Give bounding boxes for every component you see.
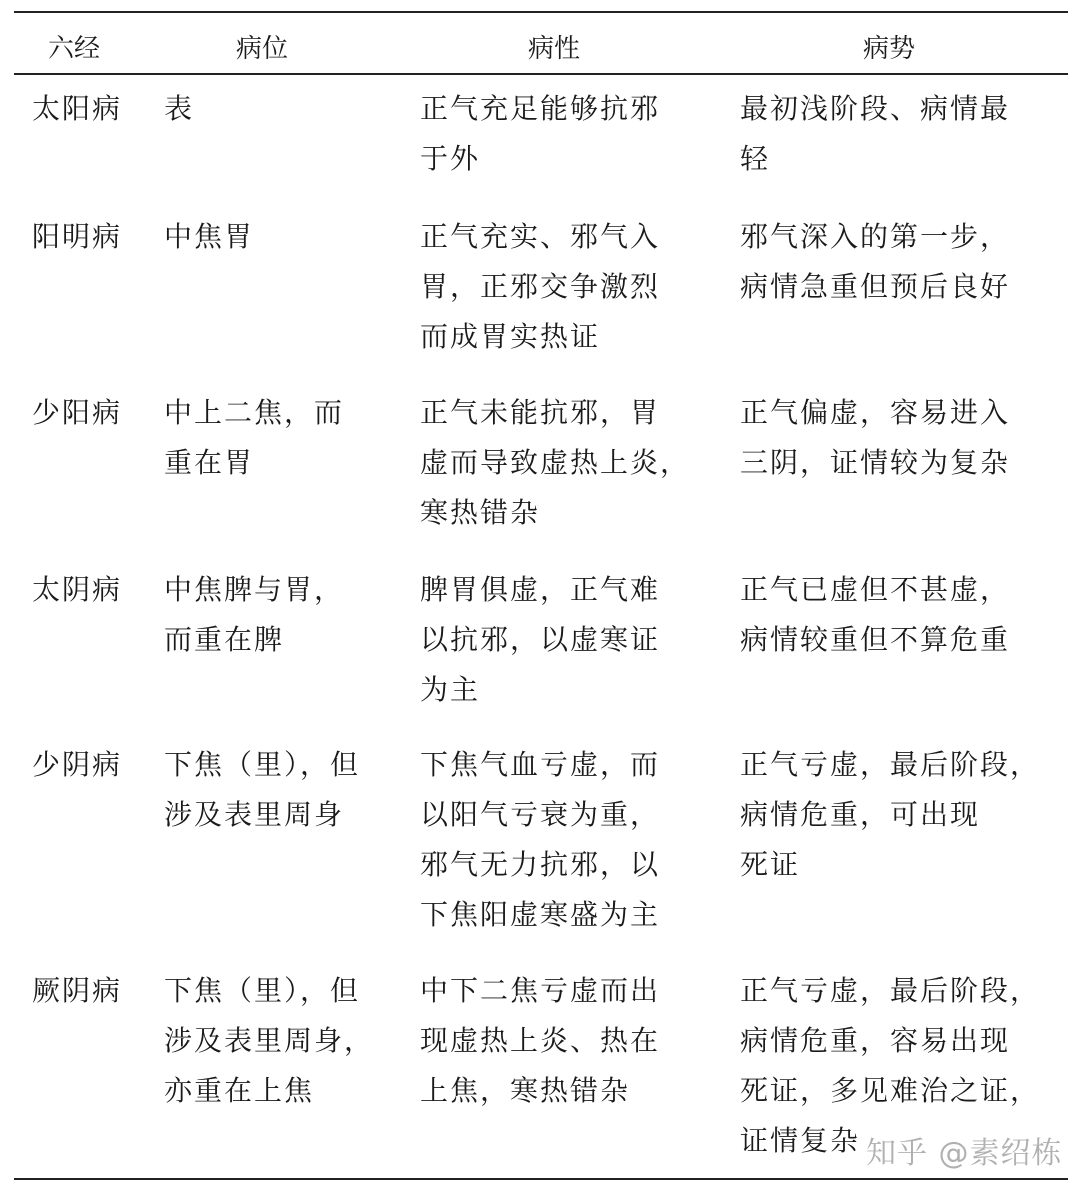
row-name: 阳明病 [32, 220, 123, 253]
header-bingxing: 病性 [528, 34, 581, 64]
row-bingxing: 下焦气血亏虚，而 以阳气亏衰为重， 邪气无力抗邪，以 下焦阳虚寒盛为主 [420, 748, 661, 931]
row-bingshi: 邪气深入的第一步， 病情急重但预后良好 [740, 220, 1011, 303]
table-top-rule [14, 11, 1068, 13]
table-bottom-rule [14, 1178, 1068, 1180]
row-bingxing: 正气充足能够抗邪 于外 [420, 92, 661, 175]
row-bingshi: 最初浅阶段、病情最 轻 [740, 92, 1011, 175]
table-header [0, 22, 1079, 66]
row-name: 少阴病 [32, 748, 123, 781]
row-bingshi: 正气亏虚，最后阶段， 病情危重，可出现 死证 [740, 748, 1041, 881]
row-name: 太阴病 [32, 573, 123, 606]
header-liujing: 六经 [48, 34, 101, 64]
row-name: 厥阴病 [32, 974, 123, 1007]
header-bingshi: 病势 [863, 34, 916, 64]
row-bingshi: 正气偏虚，容易进入 三阴，证情较为复杂 [740, 396, 1011, 479]
row-name: 少阳病 [32, 396, 123, 429]
row-bingshi: 正气亏虚，最后阶段， 病情危重，容易出现 死证，多见难治之证， 证情复杂 [740, 974, 1041, 1157]
row-name: 太阳病 [32, 92, 123, 125]
row-bingxing: 脾胃俱虚，正气难 以抗邪，以虚寒证 为主 [420, 573, 661, 706]
zhihu-watermark: 知乎 @素绍栋 [866, 1136, 1063, 1171]
row-bingwei: 下焦（里），但 涉及表里周身， 亦重在上焦 [164, 974, 375, 1107]
row-bingwei: 中焦胃 [164, 220, 255, 253]
row-bingwei: 中焦脾与胃， 而重在脾 [164, 573, 345, 656]
row-bingwei: 下焦（里），但 涉及表里周身 [164, 748, 361, 831]
row-bingwei: 表 [164, 92, 195, 125]
row-bingxing: 正气充实、邪气入 胃，正邪交争激烈 而成胃实热证 [420, 220, 661, 353]
header-bingwei: 病位 [236, 34, 289, 64]
row-bingxing: 中下二焦亏虚而出 现虚热上炎、热在 上焦，寒热错杂 [420, 974, 661, 1107]
row-bingshi: 正气已虚但不甚虚， 病情较重但不算危重 [740, 573, 1011, 656]
row-bingwei: 中上二焦，而 重在胃 [164, 396, 345, 479]
table-header-rule [14, 73, 1068, 75]
row-bingxing: 正气未能抗邪，胃 虚而导致虚热上炎， 寒热错杂 [420, 396, 691, 529]
